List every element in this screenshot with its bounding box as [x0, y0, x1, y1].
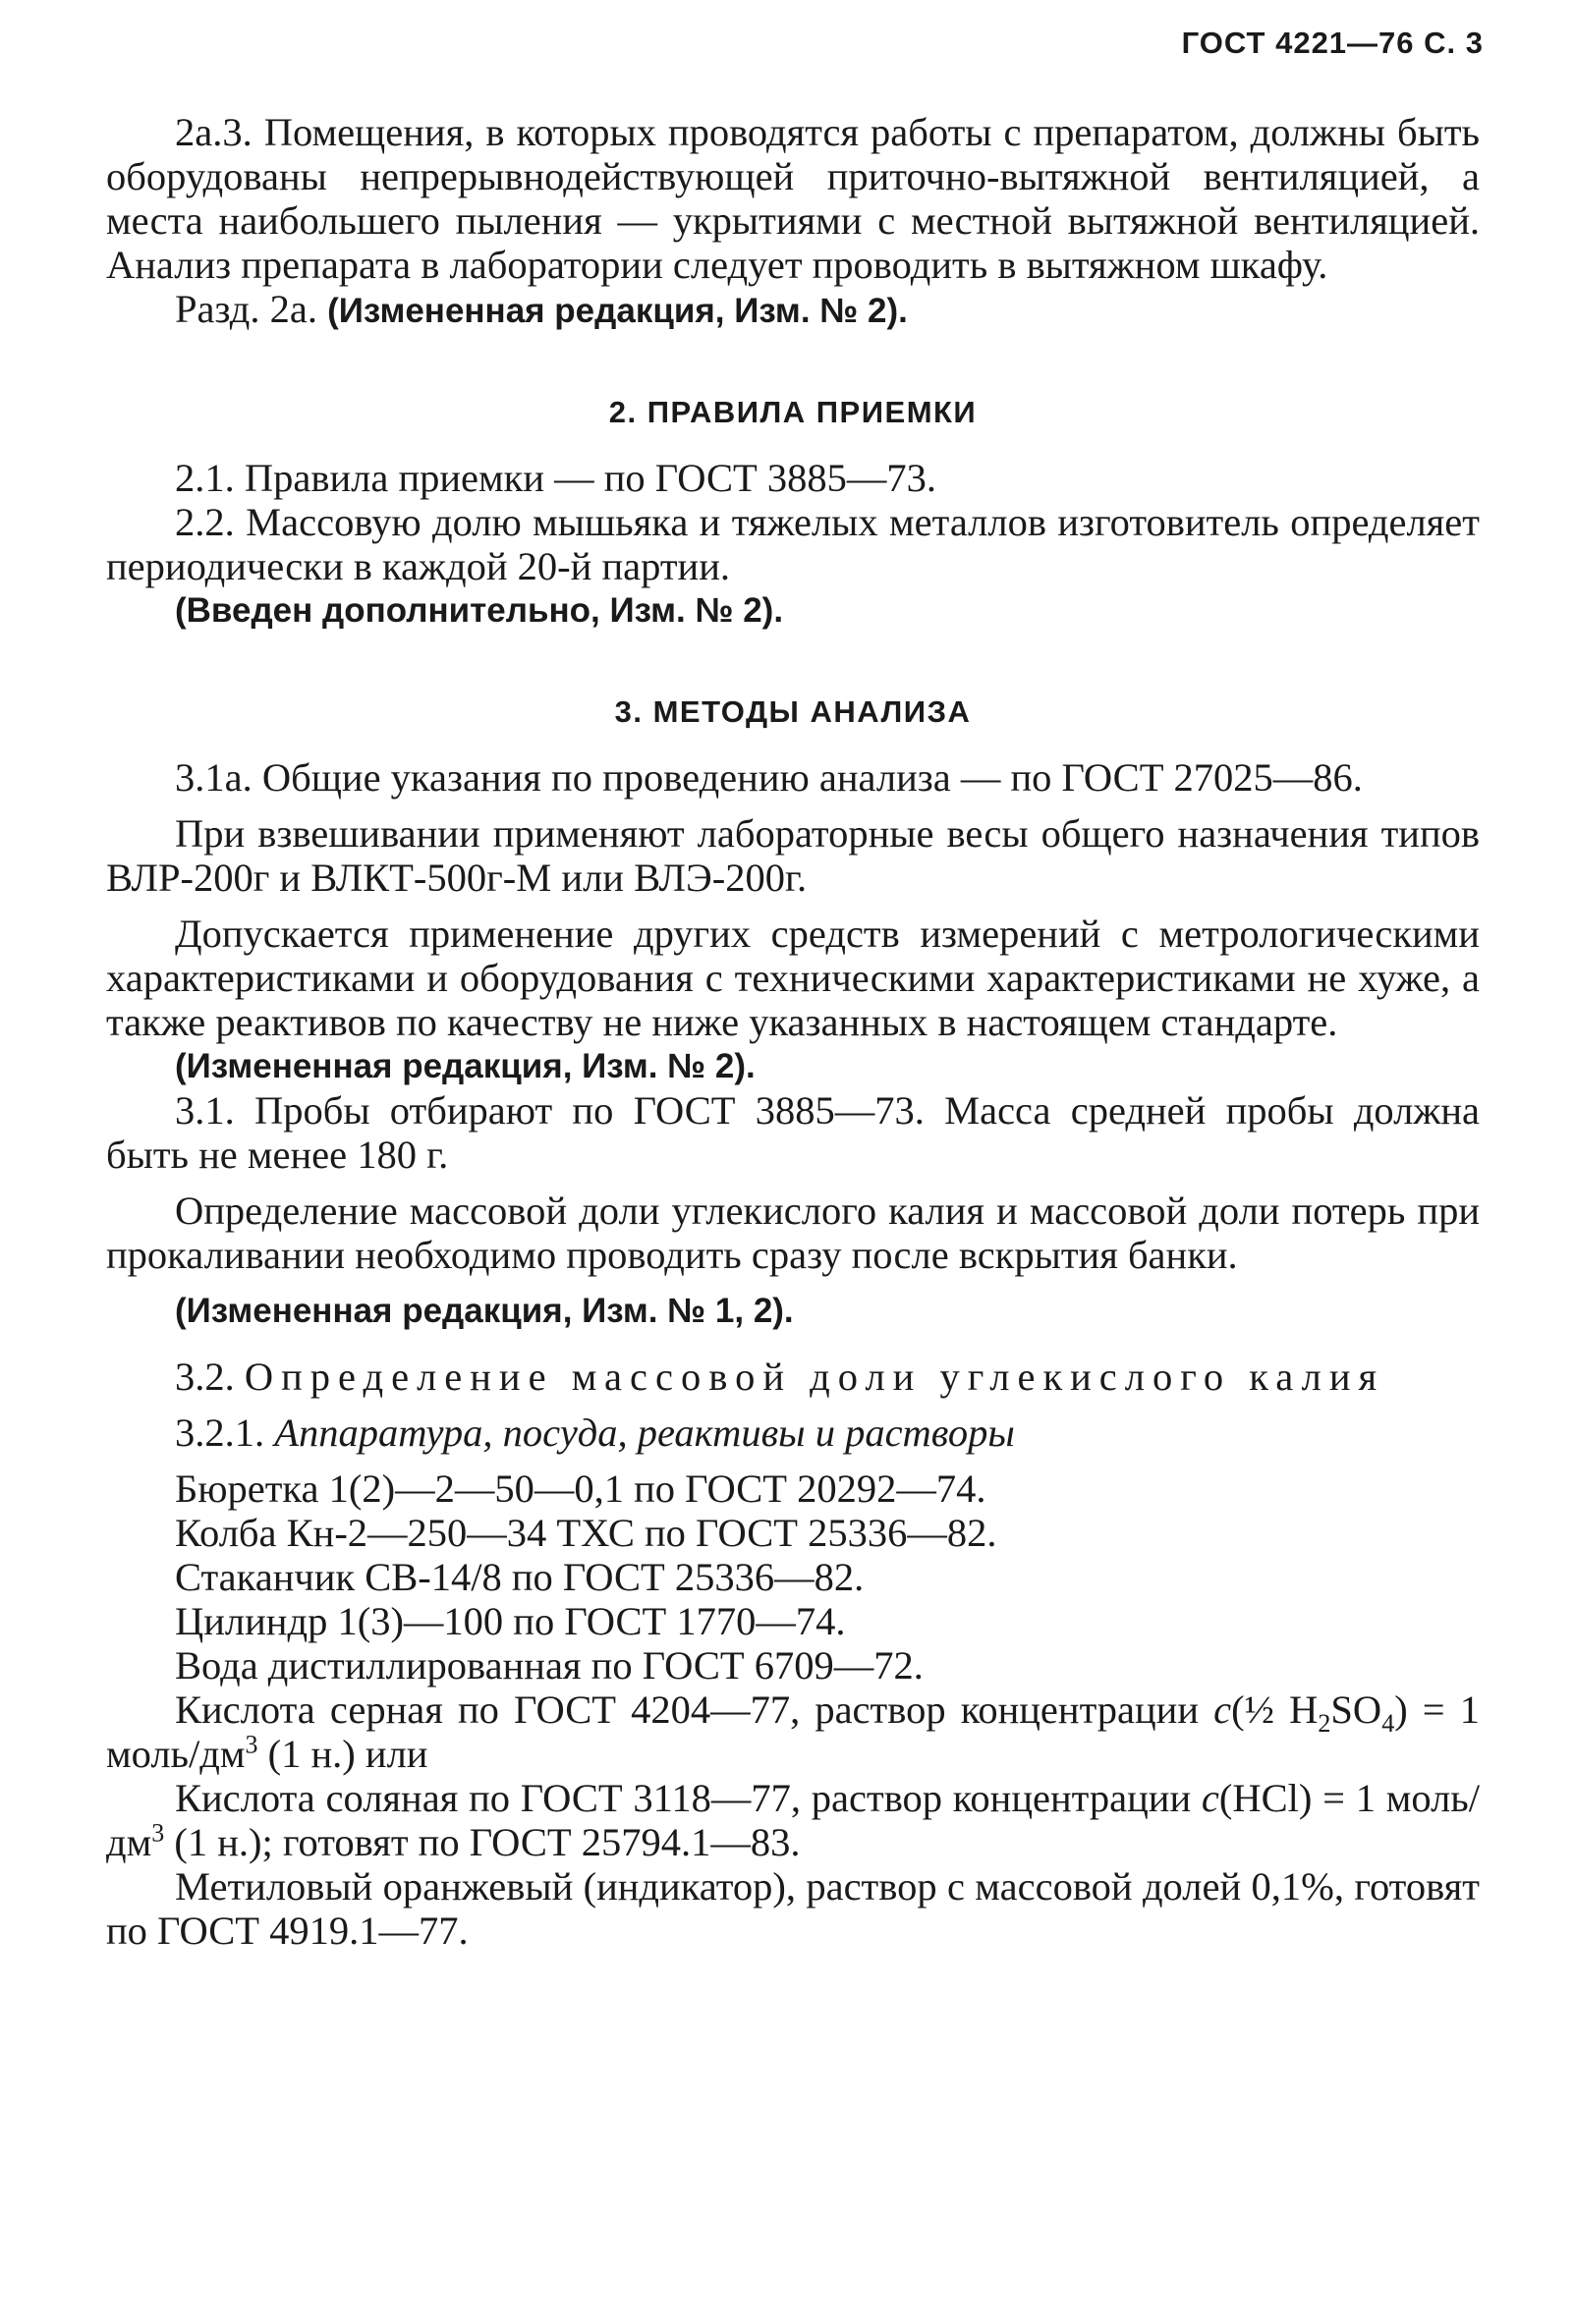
paragraph-2a3: 2а.3. Помещения, в которых проводятся работы с препаратом, должны быть оборудованы непрерывнодействующей приточно-вытяжной вентиляцией, а места наибольшего пыления — укрытиями с местной вытяжной вентиляцией. Анализ препарата в лаборатории следует проводить в вытяжном шкафу.	[106, 110, 1480, 287]
formula-part: (HCl) = 1 моль/дм	[106, 1776, 1481, 1864]
reagent-hydrochloric-acid-text: Кислота соляная по ГОСТ 3118—77, раствор концентрации	[175, 1776, 1192, 1820]
formula-part: (1 н.) или	[257, 1732, 428, 1776]
paragraph-determination: Определение массовой доли углекислого калия и массовой доли потерь при прокаливании необходимо проводить сразу после вскрытия банки.	[106, 1189, 1480, 1277]
document-body	[106, 110, 1480, 1953]
formula-part: H	[1274, 1688, 1319, 1732]
paragraph-3-2	[106, 1355, 1480, 1399]
formula-superscript: 3	[151, 1818, 165, 1848]
clause-title-3-2: Определение массовой доли углекислого калия	[244, 1355, 1385, 1399]
reagent-sulfuric-acid	[106, 1688, 1480, 1776]
equipment-item: Бюретка 1(2)—2—50—0,1 по ГОСТ 20292—74.	[175, 1466, 986, 1511]
amendment-note-bold: (Измененная редакция, Изм. № 2).	[327, 292, 908, 330]
paragraph-2-2: 2.2. Массовую долю мышьяка и тяжелых металлов изготовитель определяет периодически в каждой 20-й партии.	[106, 500, 1480, 588]
paragraph-allowed: Допускается применение других средств измерений с метрологическими характеристиками и оборудования с техническими характеристиками не хуже, а также реактивов по качеству не ниже указанных в настоящем стандарте.	[106, 912, 1480, 1044]
section-heading-methods: 3. МЕТОДЫ АНАЛИЗА	[614, 694, 972, 729]
paragraph-2-1: 2.1. Правила приемки — по ГОСТ 3885—73.	[175, 456, 936, 500]
equipment-item: Колба Кн-2—250—34 ТХС по ГОСТ 25336—82.	[175, 1511, 997, 1555]
amendment-note-3-1: (Измененная редакция, Изм. № 2).	[175, 1047, 756, 1085]
formula-subscript: 4	[1381, 1709, 1395, 1739]
amendment-note-prefix: Разд. 2а.	[175, 287, 317, 331]
clause-number-3-2-1: 3.2.1.	[175, 1411, 265, 1455]
formula-part: ) = 1 моль/дм	[106, 1688, 1481, 1776]
formula-part: (1 н.); готовят по ГОСТ 25794.1—83.	[164, 1820, 801, 1864]
running-header: ГОСТ 4221—76 С. 3	[1181, 26, 1484, 60]
amendment-note-2a	[106, 287, 1480, 333]
equipment-item: Стаканчик СВ-14/8 по ГОСТ 25336—82.	[175, 1555, 865, 1599]
reagent-hydrochloric-acid	[106, 1776, 1480, 1864]
paragraph-3-1a: 3.1а. Общие указания по проведению анализа — по ГОСТ 27025—86.	[175, 755, 1363, 800]
amendment-note-2: (Введен дополнительно, Изм. № 2).	[175, 591, 784, 630]
amendment-note-3-2: (Измененная редакция, Изм. № 1, 2).	[175, 1292, 794, 1330]
formula-fraction: ½	[1244, 1688, 1275, 1732]
clause-number-3-2: 3.2.	[175, 1355, 235, 1399]
concentration-symbol: c	[1213, 1688, 1232, 1732]
formula-part: SO	[1330, 1688, 1382, 1732]
formula-part: (	[1231, 1688, 1245, 1732]
clause-title-3-2-1: Аппаратура, посуда, реактивы и растворы	[274, 1411, 1015, 1455]
equipment-item: Цилиндр 1(3)—100 по ГОСТ 1770—74.	[175, 1599, 846, 1643]
paragraph-3-2-1	[106, 1411, 1480, 1455]
section-heading-acceptance: 2. ПРАВИЛА ПРИЕМКИ	[608, 395, 978, 429]
formula-superscript: 3	[245, 1730, 258, 1759]
reagent-sulfuric-acid-text: Кислота серная по ГОСТ 4204—77, раствор концентрации	[175, 1688, 1200, 1732]
concentration-symbol: c	[1201, 1776, 1219, 1820]
paragraph-3-1: 3.1. Пробы отбирают по ГОСТ 3885—73. Масса средней пробы должна быть не менее 180 г.	[106, 1088, 1480, 1177]
reagent-indicator: Метиловый оранжевый (индикатор), раствор с массовой долей 0,1%, готовят по ГОСТ 4919.1—77.	[106, 1864, 1480, 1953]
equipment-item: Вода дистиллированная по ГОСТ 6709—72.	[175, 1643, 924, 1688]
formula-subscript: 2	[1318, 1709, 1331, 1739]
paragraph-weighing: При взвешивании применяют лабораторные весы общего назначения типов ВЛР-200г и ВЛКТ-500г-М или ВЛЭ-200г.	[106, 811, 1480, 900]
